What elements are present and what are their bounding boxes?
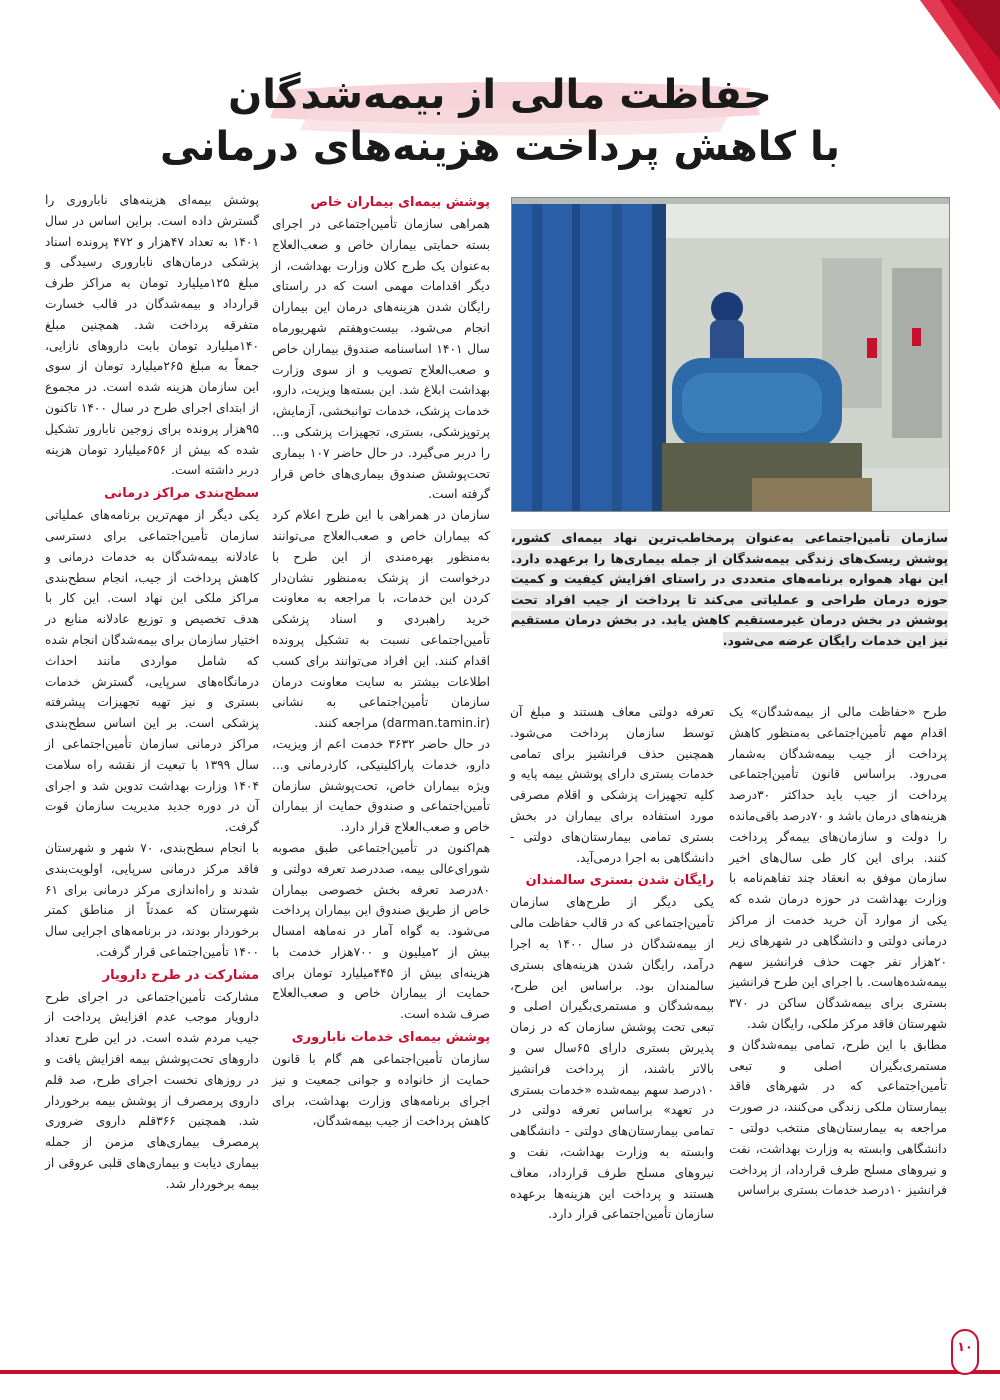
paragraph: پوشش بیمه‌ای هزینه‌های ناباروری را گسترش داده است. براین اساس در سال ۱۴۰۱ به تعداد ۴۷هزار و ۴۷۲ پرونده اسناد پزشکی درمان‌های ناباروری رسیدگی و مبلغ ۱۲۵میلیارد تومان به مراکز طرف قرارداد و بیمه‌شدگان در قالب خسارت متفرقه پرداخت شد. همچنین مبلغ ۱۴۰میلیارد تومان بابت داروهای نازایی، جمعاً به مبلغ ۲۶۵میلیارد تومان از سوی این سازمان هزینه شده است. در مجموع از ابتدای اجرای طرح در سال ۱۴۰۰ تاکنون ۹۵هزار پرونده برای زوجین نابارور تشکیل شده که بیش از ۶۵۶میلیارد تومان هزینه دربر داشته است. — [45, 193, 260, 478]
section-heading-elderly: رایگان شدن بستری سالمندان — [525, 873, 714, 889]
article-photo — [511, 197, 950, 512]
column-center-left — [272, 190, 490, 1132]
column-left — [45, 190, 259, 1195]
paragraph: در حال حاضر ۳۶۳۲ خدمت اعم از ویزیت، دارو، خدمات پاراکلینیکی، کاردرمانی و... ویژه بیماران خاص، تحت‌پوشش سازمان تأمین‌اجتماعی و صندوق حمایت از بیماران خاص و صعب‌العلاج قرار دارد. — [272, 736, 490, 835]
paragraph: همراهی سازمان تأمین‌اجتماعی در اجرای بسته حمایتی بیماران خاص و صعب‌العلاج به‌عنوان یک طرح کلان وزارت بهداشت، از دیگر اقدامات مهمی است که در راستای رایگان شدن هزینه‌های درمان این بیماران انجام می‌شود. بیست‌وهفتم شهریورماه سال ۱۴۰۱ اساسنامه صندوق بیماران خاص و صعب‌العلاج تصویب و از سوی وزارت بهداشت ابلاغ شد. این بسته‌ها ویزیت، دارو، خدمات پزشک، خدمات توانبخشی، آزمایش، پرتوپزشکی، بستری، تجهیزات پزشکی و... را دربر می‌گیرد. در حال حاضر ۱۰۷ بیماری تحت‌پوشش صندوق بیماری‌های خاص قرار گرفته است. — [272, 217, 490, 502]
article-title-line2: با کاهش پرداخت هزینه‌های درمانی — [159, 124, 841, 170]
paragraph: مشارکت تأمین‌اجتماعی در اجرای طرح دارویار موجب عدم افزایش پرداخت از جیب مردم شده است. در این طرح تعداد داروهای تحت‌پوشش بیمه افزایش یافت و در روزهای نخست اجرای طرح، صد قلم داروی پرمصرف از پوشش بیمه برخوردار شد. همچنین ۳۶۶قلم داروی ضروری پرمصرف بیماری‌های مزمن از جمله بیماری دیابت و بیماری‌های قلبی عروقی از بیمه برخوردار شد. — [45, 989, 259, 1191]
photo-caption — [511, 528, 948, 652]
paragraph: یکی دیگر از مهم‌ترین برنامه‌های عملیاتی سازمان تأمین‌اجتماعی برای دسترسی عادلانه بیمه‌شدگان به خدمات درمانی و کاهش پرداخت از جیب، انجام سطح‌بندی مراکز ملکی این نهاد است. این کار با هدف تخصیص و توزیع عادلانه منابع در اختیار سازمان برای بیمه‌شدگان انجام شده که شامل مواردی مانند احداث درمانگاه‌های سرپایی، گسترش خدمات بستری و نیز تهیه تجهیزات پیشرفته پزشکی است. بر این اساس سطح‌بندی مراکز درمانی سازمان تأمین‌اجتماعی از سال ۱۳۹۹ با تبعیت از نقشه راه سلامت ۱۴۰۴ وزارت بهداشت تدوین شد و اجرای آن در دوره جدید مدیریت سازمان قوت گرفت. — [45, 508, 259, 835]
column-right-bottom — [729, 702, 947, 1201]
paragraph: طرح «حفاظت مالی از بیمه‌شدگان» یک اقدام مهم تأمین‌اجتماعی به‌منظور کاهش پرداخت از جیب بیمه‌شدگان به‌شمار می‌رود. براساس قانون تأمین‌اجتماعی پرداخت از جیب باید حداکثر ۳۰درصد هزینه‌های درمان باشد و ۷۰درصد باقی‌مانده را دولت و سازمان‌های بیمه‌گر پرداخت کنند. برای این کار طی سال‌های اخیر سازمان موفق به انعقاد چند تفاهم‌نامه با وزارت بهداشت در حوزه درمان شده که یکی از موارد آن خرید خدمت از مراکز درمانی دولتی و دانشگاهی در شهرهای زیر ۲۰هزار نفر جهت حذف فرانشیز سهم بیمه‌شده‌هاست. با اجرای این طرح فرانشیز بستری برای بیمه‌شدگان ساکن در ۳۷۰ شهرستان فاقد مرکز ملکی، رایگان شد. — [729, 705, 947, 1031]
paragraph: هم‌اکنون در تأمین‌اجتماعی طبق مصوبه شورای‌عالی بیمه، صددرصد تعرفه دولتی و ۸۰درصد تعرفه بخش خصوصی بیماران خاص از طریق صندوق این بیماران پرداخت می‌شود. به گواه آمار در نه‌ماهه امسال بیش از ۲میلیون و ۷۰۰هزار خدمت با هزینه‌ای بیش از ۴۴۵میلیارد تومان برای حمایت از بیماران خاص و صعب‌العلاج صرف شده است. — [272, 840, 490, 1022]
page-number: ۱۰ — [957, 1340, 973, 1355]
paragraph: سازمان در همراهی با این طرح اعلام کرد که بیماران خاص و صعب‌العلاج می‌توانند به‌منظور بهره‌مندی از این طرح با درخواست از پزشک به‌منظور نشان‌دار کردن این خدمات، با مراجعه به معاونت خرید راهبردی و اسناد پزشکی تأمین‌اجتماعی نسبت به تشکیل پرونده اقدام کنند. این افراد می‌توانند برای کسب اطلاعات بیشتر به سایت معاونت درمان سازمان تأمین‌اجتماعی به نشانی (darman.tamin.ir) مراجعه کنند. — [272, 508, 490, 731]
article-title-line1: حفاظت مالی از بیمه‌شدگان — [228, 72, 772, 118]
caption-text: سازمان تأمین‌اجتماعی به‌عنوان پرمخاطب‌ترین نهاد بیمه‌ای کشور، پوشش ریسک‌های زندگی بیمه‌شدگان از جمله بیماری‌ها را برعهده دارد. این نهاد همواره برنامه‌های متعددی در راستای افزایش کیفیت و کمیت حوزه درمان طراحی و عملیاتی می‌کند تا پرداخت از جیب افراد تحت پوشش در بخش درمان غیرمستقیم کاهش یابد. در بخش درمان مستقیم نیز این خدمات رایگان عرضه می‌شود. — [511, 530, 948, 648]
paragraph: با انجام سطح‌بندی، ۷۰ شهر و شهرستان فاقد مرکز درمانی سرپایی، اولویت‌بندی شدند و راه‌اندازی مرکز درمانی برای ۶۱ شهرستان که عمدتاً از مناطق کمتر برخوردار بودند، در برنامه‌های اجرایی سال ۱۴۰۰ تأمین‌اجتماعی قرار گرفت. — [45, 840, 259, 959]
section-heading-leveling: سطح‌بندی مراکز درمانی — [104, 486, 259, 502]
column-center-right-bottom — [510, 702, 714, 1225]
paragraph: یکی دیگر از طرح‌های سازمان تأمین‌اجتماعی که در قالب حفاظت مالی از بیمه‌شدگان در سال ۱۴۰۰ به اجرا درآمد، رایگان شدن هزینه‌های بستری سالمندان بود. براساس این طرح، بیمه‌شدگان و مستمری‌بگیران اصلی و تبعی تحت پوشش سازمان که در زمان پذیرش بستری دارای ۶۵سال سن و بالاتر باشند، از پرداخت فرانشیز ۱۰درصد سهم بیمه‌شده «خدمات بستری در تعهد» براساس تعرفه دولتی در تمامی بیمارستان‌های دولتی - دانشگاهی وابسته به وزارت بهداشت، نفت و نیروهای مسلح طرف قرارداد، معاف هستند و پرداخت این هزینه‌ها برعهده سازمان تأمین‌اجتماعی قرار دارد. — [510, 895, 714, 1222]
paragraph: مطابق با این طرح، تمامی بیمه‌شدگان و مستمری‌بگیران اصلی و تبعی تأمین‌اجتماعی که در شهرهای فاقد بیمارستان ملکی زندگی می‌کنند، در صورت مراجعه به بیمارستان‌های منتخب دولتی - دانشگاهی وابسته به وزارت بهداشت، نفت و نیروهای مسلح طرف قرارداد، از پرداخت فرانشیز ۱۰درصد خدمات بستری براساس — [729, 1037, 947, 1198]
paragraph: تعرفه دولتی معاف هستند و مبلغ آن توسط سازمان پرداخت می‌شود. همچنین حذف فرانشیز برای تمامی خدمات بستری دارای پوشش بیمه پایه و کلیه تجهیزات پزشکی و اقلام مصرفی مورد استفاده برای بیماران در بخش بستری تمامی بیمارستان‌های دولتی - دانشگاهی به اجرا درمی‌آید. — [510, 705, 714, 865]
footer-rule — [0, 1370, 1000, 1374]
section-heading-infertility: پوشش بیمه‌ای خدمات ناباروری — [291, 1030, 490, 1046]
paragraph: سازمان تأمین‌اجتماعی هم گام با قانون حمایت از خانواده و جوانی جمعیت و نیز اجرای برنامه‌های وزارت بهداشت، برای کاهش پرداخت از جیب بیمه‌شدگان، — [272, 1052, 490, 1129]
hospital-photo-illustration — [512, 198, 949, 511]
section-heading-special-patients: پوشش بیمه‌ای بیماران خاص — [310, 195, 490, 210]
section-heading-daroyar: مشارکت در طرح دارویار — [102, 967, 259, 983]
